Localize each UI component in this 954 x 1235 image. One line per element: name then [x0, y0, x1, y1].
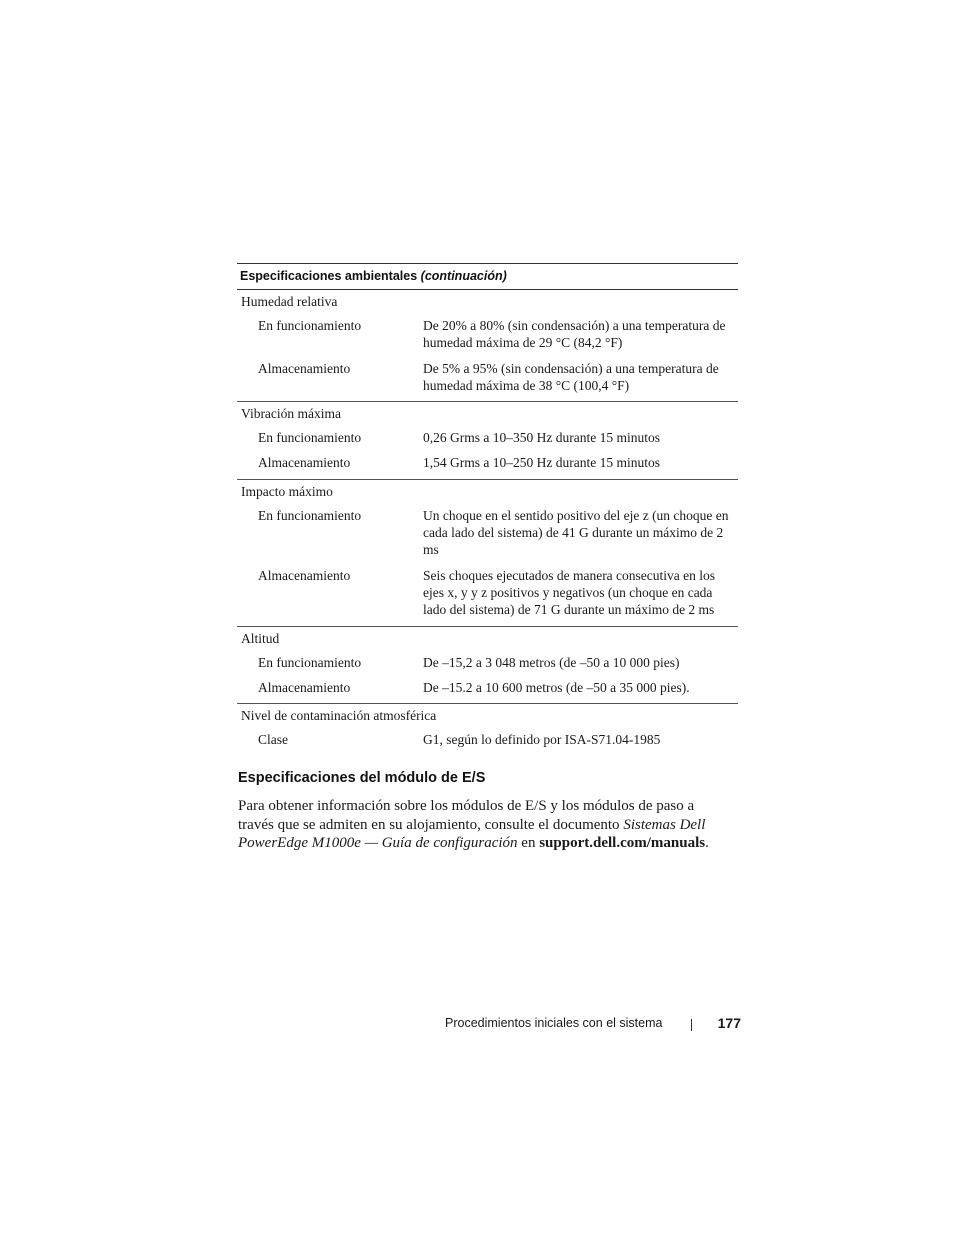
row-label: En funcionamiento — [258, 654, 362, 670]
table-row — [237, 429, 738, 446]
table-row — [237, 317, 738, 352]
row-label: Almacenamiento — [258, 679, 351, 695]
row-value: De 5% a 95% (sin condensación) a una temperatura de humedad máxima de 38 °C (100,4 °F) — [423, 360, 719, 393]
row-value: G1, según lo definido por ISA-S71.04-1985 — [423, 732, 661, 748]
table-row — [237, 567, 738, 619]
row-label: En funcionamiento — [258, 318, 362, 333]
environmental-specs-table — [237, 263, 738, 755]
row-label: Clase — [258, 732, 288, 748]
row-value: 1,54 Grms a 10–250 Hz durante 15 minutos — [423, 455, 660, 471]
group-label: Vibración máxima — [241, 406, 342, 422]
page-footer — [445, 1016, 741, 1036]
table-title-text: Especificaciones ambientales — [240, 269, 418, 283]
group-label: Altitud — [241, 630, 280, 646]
para-text-3: . — [705, 835, 709, 852]
spec-group-humidity — [237, 290, 738, 402]
row-value: De –15.2 a 10 600 metros (de –50 a 35 000 pies). — [423, 679, 690, 695]
spec-group-altitude — [237, 627, 738, 705]
table-row — [237, 679, 738, 696]
row-label: Almacenamiento — [258, 455, 351, 471]
table-row — [237, 654, 738, 671]
table-title-continuation: (continuación) — [420, 269, 507, 283]
row-value: Un choque en el sentido positivo del eje z (un choque en cada lado del sistema) de 41 G durante un máximo de 2 ms — [423, 507, 729, 558]
group-label: Humedad relativa — [241, 294, 338, 309]
spec-group-shock — [237, 480, 738, 627]
body-paragraph — [238, 797, 730, 853]
section-heading: Especificaciones del módulo de E/S — [238, 770, 486, 786]
group-label: Impacto máximo — [241, 483, 333, 499]
para-text-2: en — [517, 835, 540, 852]
group-label: Nivel de contaminación atmosférica — [241, 708, 437, 724]
row-value: De –15,2 a 3 048 metros (de –50 a 10 000 pies) — [423, 654, 680, 670]
row-label: En funcionamiento — [258, 430, 362, 446]
row-value: 0,26 Grms a 10–350 Hz durante 15 minutos — [423, 430, 660, 446]
row-label: Almacenamiento — [258, 567, 351, 583]
footer-divider — [691, 1019, 692, 1031]
spec-group-contamination — [237, 704, 738, 755]
footer-chapter: Procedimientos iniciales con el sistema — [445, 1016, 663, 1030]
page-number: 177 — [717, 1015, 741, 1031]
para-text-1: Para obtener información sobre los módulos de E/S y los módulos de paso a través que se admiten en su alojamiento, consulte el documento — [238, 798, 695, 833]
table-title — [237, 263, 738, 290]
table-row — [237, 507, 738, 559]
support-link[interactable]: support.dell.com/manuals — [539, 835, 706, 852]
row-label: Almacenamiento — [258, 360, 351, 376]
row-value: Seis choques ejecutados de manera consecutiva en los ejes x, y y z positivos y negativos (un choque en cada lado del sistema) de 71 G durante un máximo de 2 ms — [423, 567, 716, 618]
table-row — [237, 731, 738, 748]
spec-group-vibration — [237, 402, 738, 480]
row-value: De 20% a 80% (sin condensación) a una temperatura de humedad máxima de 29 °C (84,2 °F) — [423, 318, 726, 351]
row-label: En funcionamiento — [258, 507, 362, 523]
doc-title: Sistemas Dell PowerEdge M1000e — Guía de configuración — [238, 816, 706, 852]
table-row — [237, 360, 738, 395]
table-row — [237, 454, 738, 471]
